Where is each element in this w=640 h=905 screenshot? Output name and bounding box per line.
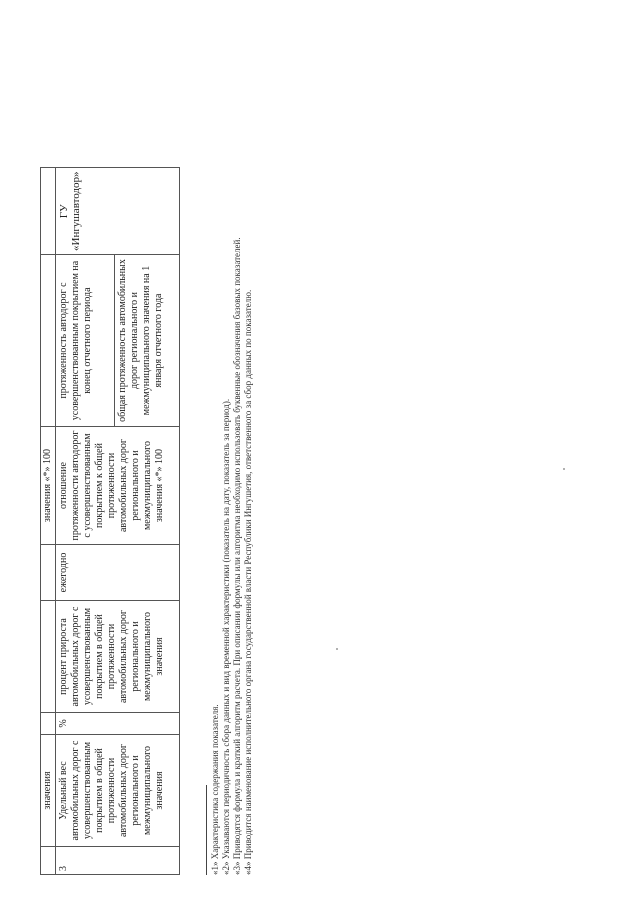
base-indicator-2: общая протяженность автомобильных дорог регионального и межмуниципального значения на 1 января отчетного года xyxy=(115,255,180,427)
calculation-formula: отношение протяженности автодорог с усовершенствованным покрытием к общей протяженности автомобильных дорог регионального и межмуниципального значения «*» 100 xyxy=(56,427,180,545)
scan-speck xyxy=(563,468,565,470)
footnote-divider xyxy=(206,785,207,875)
row-number: 3 xyxy=(56,847,180,875)
indicator-table xyxy=(40,167,180,875)
header-cell-1 xyxy=(41,847,56,875)
unit-of-measure: % xyxy=(56,713,180,735)
footnotes xyxy=(206,175,254,875)
table-header-row xyxy=(41,168,56,875)
footnote-3: «3» Приводятся формула и краткий алгоритм расчета. При описании формулы или алгоритма необходимо использовать буквенные обозначения базовых показателей. xyxy=(232,237,242,875)
scan-speck xyxy=(336,648,338,650)
header-cell-7 xyxy=(41,255,56,427)
base-indicator-1: протяженность автодорог с усовершенствованным покрытием на конец отчетного периода xyxy=(56,255,115,427)
header-cell-4 xyxy=(41,601,56,713)
footnote-4: «4» Приводится наименование исполнительного органа государственной власти Республики Ингушетия, ответственного за сбор данных по показателю. xyxy=(243,289,253,875)
header-cell-2: значения xyxy=(41,735,56,847)
table-row xyxy=(56,168,115,875)
header-cell-3 xyxy=(41,713,56,735)
indicator-name: Удельный вес автомобильных дорог с усовершенствованным покрытием в общей протяженности автомобильных дорог регионального и межмуниципального значения xyxy=(56,735,180,847)
indicator-definition: процент прироста автомобильных дорог с усовершенствованным покрытием в общей протяженности автомобильных дорог регионального и межмуниципального значения xyxy=(56,601,180,713)
header-cell-8 xyxy=(41,168,56,255)
footnote-1: «1» Характеристика содержания показателя. xyxy=(210,704,220,875)
data-period: ежегодно xyxy=(56,545,180,601)
header-cell-6: значения «*» 100 xyxy=(41,427,56,545)
footnote-2: «2» Указываются периодичность сбора данных и вид временной характеристики (показатель на дату, показатель за период). xyxy=(221,398,231,875)
header-cell-5 xyxy=(41,545,56,601)
responsible-organization: ГУ «Ингушавтодор» xyxy=(56,168,180,255)
